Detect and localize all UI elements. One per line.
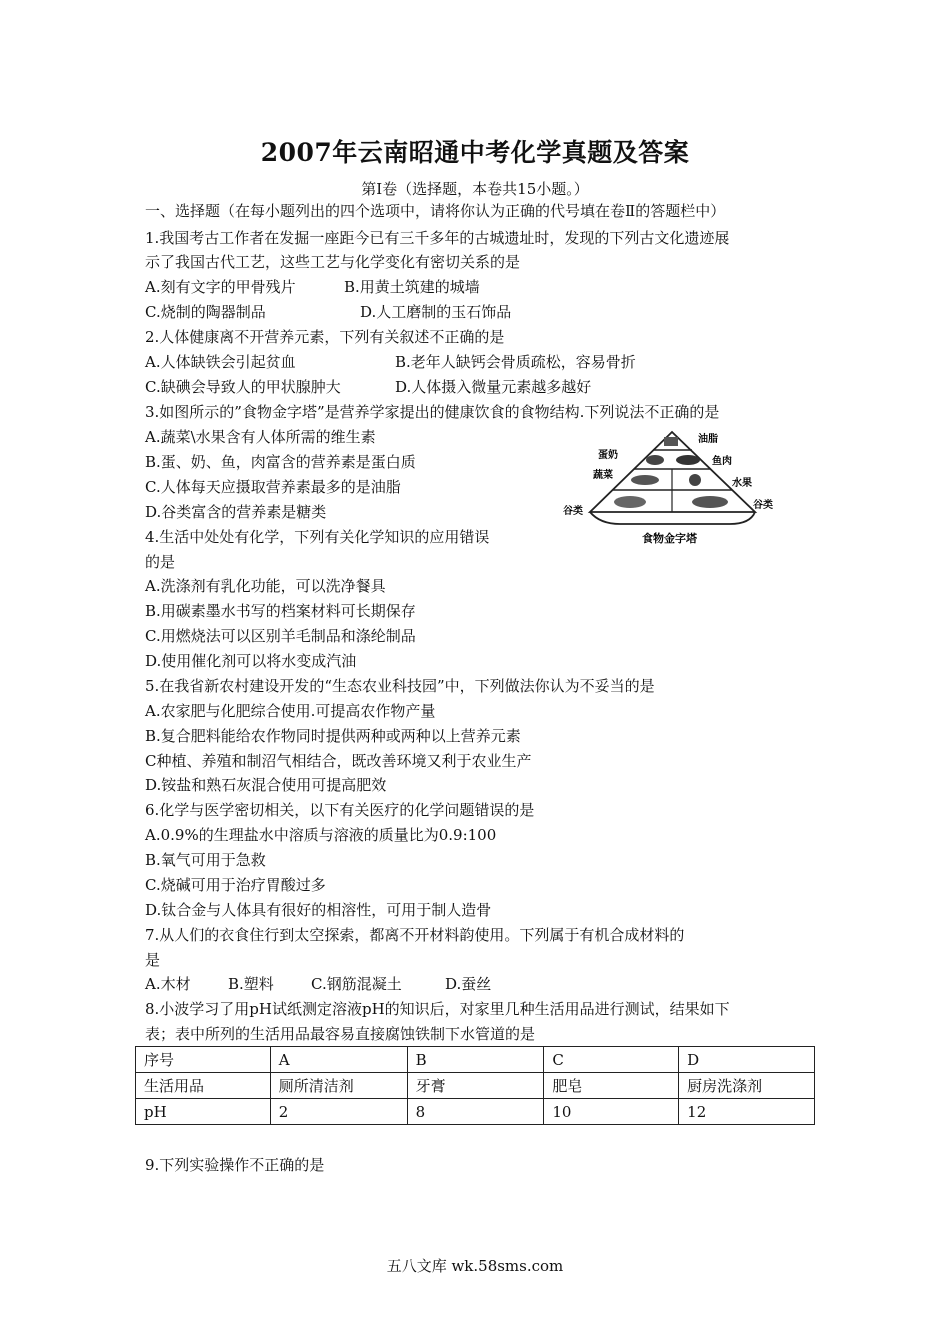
grain-right-icon [692, 496, 728, 508]
table-row [136, 1047, 815, 1073]
q6-option-c: C.烧碱可用于治疗胃酸过多 [145, 876, 326, 894]
q7-option-b: B.塑料 [228, 975, 274, 993]
table-cell: B [407, 1047, 544, 1073]
q7-stem-line1: 7.从人们的衣食住行到太空探索，都离不开材料韵使用。下列属于有机合成材料的 [145, 926, 685, 944]
table-cell: 厕所清洁剂 [270, 1073, 407, 1099]
label-oil: 油脂 [698, 434, 718, 445]
q2-stem: 2.人体健康离不开营养元素，下列有关叙述不正确的是 [145, 328, 505, 346]
q1-option-d: D.人工磨制的玉石饰品 [360, 303, 512, 321]
q2-option-b: B.老年人缺钙会骨质疏松，容易骨折 [395, 353, 636, 371]
section-subtitle: 第Ⅰ卷（选择题，本卷共15小题。） [361, 180, 589, 198]
q6-stem: 6.化学与医学密切相关，以下有关医疗的化学问题错误的是 [145, 801, 535, 819]
label-grain-left: 谷类 [563, 506, 583, 517]
oil-bottle-icon [664, 437, 678, 446]
q7-option-a: A.木材 [145, 975, 191, 993]
table-cell: pH [136, 1099, 271, 1125]
label-fruit: 水果 [732, 478, 752, 489]
table-cell: 12 [679, 1099, 815, 1125]
q4-option-b: B.用碳素墨水书写的档案材料可长期保存 [145, 602, 416, 620]
q4-option-d: D.使用催化剂可以将水变成汽油 [145, 652, 357, 670]
q7-option-c: C.钢筋混凝土 [311, 975, 402, 993]
q5-option-c: C种植、养殖和制沼气相结合，既改善环境又利于农业生产 [145, 752, 532, 770]
food-pyramid-figure [560, 428, 785, 548]
q3-option-b: B.蛋、奶、鱼，肉富含的营养素是蛋白质 [145, 453, 416, 471]
label-egg-milk: 蛋奶 [598, 450, 618, 461]
q1-option-b: B.用黄土筑建的城墙 [344, 278, 480, 296]
q6-option-a: A.0.9%的生理盐水中溶质与溶液的质量比为0.9:100 [145, 826, 497, 844]
q8-stem-line2: 表；表中所列的生活用品最容易直接腐蚀铁制下水管道的是 [145, 1025, 536, 1043]
q3-option-a: A.蔬菜\水果含有人体所需的维生素 [145, 428, 376, 446]
table-cell: 8 [407, 1099, 544, 1125]
q3-stem: 3.如图所示的”食物金字塔”是营养学家提出的健康饮食的食物结构.下列说法不正确的是 [145, 403, 720, 421]
q5-option-b: B.复合肥料能给农作物同时提供两种或两种以上营养元素 [145, 727, 521, 745]
grain-left-icon [614, 496, 646, 508]
q7-option-d: D.蚕丝 [445, 975, 492, 993]
table-cell: C [544, 1047, 679, 1073]
table-row [136, 1073, 815, 1099]
q8-stem-line1: 8.小波学习了用pH试纸测定溶液pH的知识后，对家里几种生活用品进行测试，结果如下 [145, 1000, 730, 1018]
q6-option-b: B.氧气可用于急救 [145, 851, 266, 869]
table-cell: 10 [544, 1099, 679, 1125]
vegetable-icon [631, 475, 659, 485]
q1-stem-line1: 1.我国考古工作者在发掘一座距今已有三千多年的古城遗址时，发现的下列古文化遗迹展 [145, 229, 730, 247]
section-intro: 一、选择题（在每小题列出的四个选项中，请将你认为正确的代号填在卷Ⅱ的答题栏中） [145, 202, 726, 220]
label-fish-meat: 鱼肉 [712, 456, 732, 467]
q9-stem: 9.下列实验操作不正确的是 [145, 1156, 325, 1174]
q4-stem-line1: 4.生活中处处有化学，下列有关化学知识的应用错误 [145, 528, 490, 546]
table-cell: 厨房洗涤剂 [679, 1073, 815, 1099]
page-title: 2007年云南昭通中考化学真题及答案 [260, 138, 690, 167]
q1-stem-line2: 示了我国古代工艺，这些工艺与化学变化有密切关系的是 [145, 253, 521, 271]
q1-option-c: C.烧制的陶器制品 [145, 303, 266, 321]
label-grain-right: 谷类 [753, 500, 773, 511]
q2-option-a: A.人体缺铁会引起贫血 [145, 353, 296, 371]
q2-option-c: C.缺碘会导致人的甲状腺肿大 [145, 378, 341, 396]
page-footer: 五八文库 wk.58sms.com [386, 1257, 564, 1275]
fruit-icon [689, 474, 701, 486]
q4-option-c: C.用燃烧法可以区别羊毛制品和涤纶制品 [145, 627, 416, 645]
q3-option-c: C.人体每天应摄取营养素最多的是油脂 [145, 478, 401, 496]
q7-stem-line2: 是 [145, 951, 161, 969]
q2-option-d: D.人体摄入微量元素越多越好 [395, 378, 592, 396]
q5-option-d: D.铵盐和熟石灰混合使用可提高肥效 [145, 776, 387, 794]
ph-table [135, 1046, 815, 1125]
q5-stem: 5.在我省新农村建设开发的“生态农业科技园”中，下列做法你认为不妥当的是 [145, 677, 655, 695]
table-cell: 2 [270, 1099, 407, 1125]
fish-meat-icon [676, 455, 700, 465]
table-cell: A [270, 1047, 407, 1073]
q4-stem-line2: 的是 [145, 553, 176, 571]
pyramid-caption: 食物金字塔 [642, 532, 697, 545]
table-row [136, 1099, 815, 1125]
table-cell: 序号 [136, 1047, 271, 1073]
table-cell: 生活用品 [136, 1073, 271, 1099]
pyramid-base [590, 512, 755, 524]
q3-option-d: D.谷类富含的营养素是糖类 [145, 503, 327, 521]
q4-option-a: A.洗涤剂有乳化功能，可以洗净餐具 [145, 577, 386, 595]
label-vegetable: 蔬菜 [593, 470, 613, 481]
table-cell: 肥皂 [544, 1073, 679, 1099]
egg-milk-icon [646, 455, 664, 465]
table-cell: D [679, 1047, 815, 1073]
q1-option-a: A.刻有文字的甲骨残片 [145, 278, 296, 296]
table-cell: 牙膏 [407, 1073, 544, 1099]
q5-option-a: A.农家肥与化肥综合使用.可提高农作物产量 [145, 702, 436, 720]
q6-option-d: D.钛合金与人体具有很好的相溶性，可用于制人造骨 [145, 901, 492, 919]
